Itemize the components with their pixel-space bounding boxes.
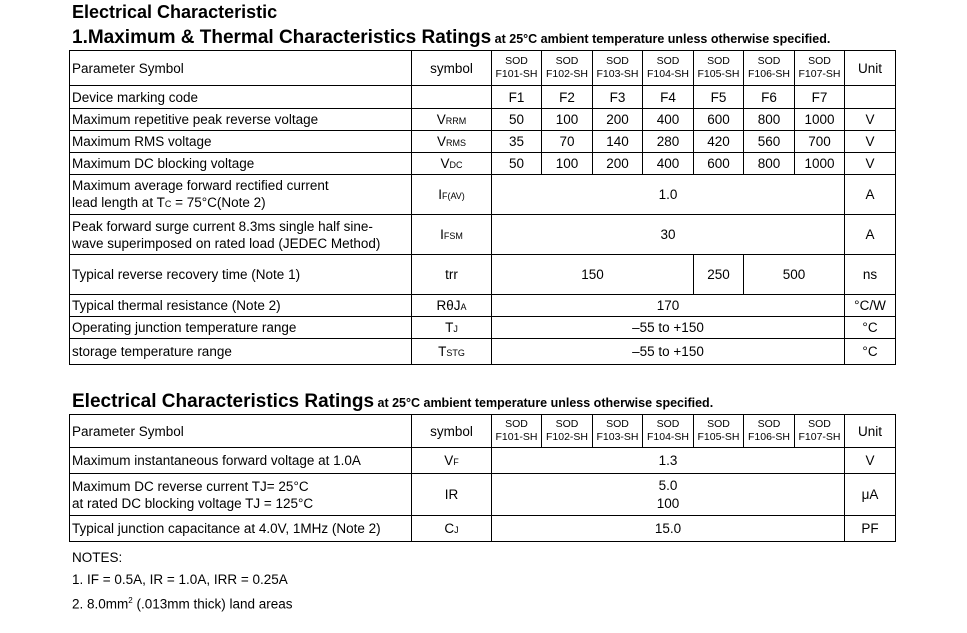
vrms-v4: 280 (643, 131, 694, 153)
vrrm-v3: 200 (593, 109, 643, 131)
note-1: 1. IF = 0.5A, IR = 1.0A, IRR = 0.25A (72, 572, 288, 587)
vdc-param: Maximum DC blocking voltage (70, 153, 412, 175)
header2-symbol: symbol (412, 415, 492, 448)
row-cj (70, 516, 896, 542)
vdc-v6: 800 (744, 153, 795, 175)
row-marking (70, 86, 896, 109)
tstg-symbol: TSTG (412, 339, 492, 365)
notes-title: NOTES: (72, 550, 123, 565)
rth-symbol: RθJA (412, 295, 492, 317)
max-thermal-ratings-table (69, 50, 896, 365)
vrrm-v6: 800 (744, 109, 795, 131)
tj-symbol: TJ (412, 317, 492, 339)
header2-unit: Unit (845, 415, 896, 448)
vrrm-symbol: VRRM (412, 109, 492, 131)
vdc-v4: 400 (643, 153, 694, 175)
header2-part-7: SOD F107-SH (795, 415, 845, 448)
row-vrrm (70, 109, 896, 131)
ir-values: 5.0 100 (492, 474, 845, 516)
cj-value: 15.0 (492, 516, 845, 542)
header-part-1: SOD F101-SH (492, 51, 542, 86)
marking-param: Device marking code (70, 86, 412, 109)
header-part-3: SOD F103-SH (593, 51, 643, 86)
header2-part-6: SOD F106-SH (744, 415, 795, 448)
rth-unit: °C/W (845, 295, 896, 317)
tstg-param: storage temperature range (70, 339, 412, 365)
marking-symbol (412, 86, 492, 109)
ifav-unit: A (845, 175, 896, 215)
section1-title (72, 27, 830, 49)
rth-value: 170 (492, 295, 845, 317)
header2-part-3: SOD F103-SH (593, 415, 643, 448)
vrrm-v4: 400 (643, 109, 694, 131)
header2-part-2: SOD F102-SH (542, 415, 593, 448)
vrms-symbol: VRMS (412, 131, 492, 153)
vrms-v6: 560 (744, 131, 795, 153)
tj-param: Operating junction temperature range (70, 317, 412, 339)
marking-f6: F6 (744, 86, 795, 109)
header2-param: Parameter Symbol (70, 415, 412, 448)
tstg-unit: °C (845, 339, 896, 365)
ir-param: Maximum DC reverse current TJ= 25°C at rated DC blocking voltage TJ = 125°C (70, 474, 412, 516)
header-part-6: SOD F106-SH (744, 51, 795, 86)
tstg-value: –55 to +150 (492, 339, 845, 365)
vf-symbol: VF (412, 448, 492, 474)
header2-part-1: SOD F101-SH (492, 415, 542, 448)
header2-part-4: SOD F104-SH (643, 415, 694, 448)
header2-part-5: SOD F105-SH (694, 415, 744, 448)
vf-unit: V (845, 448, 896, 474)
vdc-v1: 50 (492, 153, 542, 175)
trr-param: Typical reverse recovery time (Note 1) (70, 255, 412, 295)
ifsm-unit: A (845, 215, 896, 255)
ifsm-param: Peak forward surge current 8.3ms single half sine- wave superimposed on rated load (JEDEC Method) (70, 215, 412, 255)
vrrm-v5: 600 (694, 109, 744, 131)
vf-param: Maximum instantaneous forward voltage at 1.0A (70, 448, 412, 474)
row-vrms (70, 131, 896, 153)
section2-title (72, 391, 713, 413)
header-param: Parameter Symbol (70, 51, 412, 86)
vrrm-v1: 50 (492, 109, 542, 131)
vdc-v5: 600 (694, 153, 744, 175)
marking-f1: F1 (492, 86, 542, 109)
row-tj (70, 317, 896, 339)
marking-unit (845, 86, 896, 109)
table1-header-row (70, 51, 896, 86)
row-ifsm (70, 215, 896, 255)
ir-symbol: IR (412, 474, 492, 516)
vrms-v1: 35 (492, 131, 542, 153)
row-tstg (70, 339, 896, 365)
trr-unit: ns (845, 255, 896, 295)
vrrm-param: Maximum repetitive peak reverse voltage (70, 109, 412, 131)
cj-unit: PF (845, 516, 896, 542)
trr-symbol: trr (412, 255, 492, 295)
ifav-symbol: IF(AV) (412, 175, 492, 215)
row-ifav (70, 175, 896, 215)
vrrm-v7: 1000 (795, 109, 845, 131)
section1-title-main: 1.Maximum & Thermal Characteristics Ratings (72, 27, 492, 48)
header-part-5: SOD F105-SH (694, 51, 744, 86)
trr-value-2: 250 (694, 255, 744, 295)
marking-f2: F2 (542, 86, 593, 109)
header-part-7: SOD F107-SH (795, 51, 845, 86)
vdc-v3: 200 (593, 153, 643, 175)
row-vdc (70, 153, 896, 175)
vrms-v3: 140 (593, 131, 643, 153)
vrrm-v2: 100 (542, 109, 593, 131)
row-vf (70, 448, 896, 474)
row-rth (70, 295, 896, 317)
vrms-param: Maximum RMS voltage (70, 131, 412, 153)
vrms-unit: V (845, 131, 896, 153)
tj-unit: °C (845, 317, 896, 339)
vrms-v5: 420 (694, 131, 744, 153)
ifav-value: 1.0 (492, 175, 845, 215)
row-ir (70, 474, 896, 516)
row-trr (70, 255, 896, 295)
vdc-unit: V (845, 153, 896, 175)
vf-value: 1.3 (492, 448, 845, 474)
table2-header-row (70, 415, 896, 448)
tj-value: –55 to +150 (492, 317, 845, 339)
header-unit: Unit (845, 51, 896, 86)
vrms-v7: 700 (795, 131, 845, 153)
note-2: 2. $8.0mm^2$ (.013mm thick) land areas (72, 596, 293, 612)
electrical-ratings-table (69, 414, 896, 542)
ifsm-value: 30 (492, 215, 845, 255)
marking-f5: F5 (694, 86, 744, 109)
trr-value-1: 150 (492, 255, 694, 295)
cj-param: Typical junction capacitance at 4.0V, 1MHz (Note 2) (70, 516, 412, 542)
marking-f7: F7 (795, 86, 845, 109)
rth-param: Typical thermal resistance (Note 2) (70, 295, 412, 317)
ir-unit: μA (845, 474, 896, 516)
vdc-v2: 100 (542, 153, 593, 175)
header-part-4: SOD F104-SH (643, 51, 694, 86)
section2-title-main: Electrical Characteristics Ratings (72, 391, 375, 412)
header-part-2: SOD F102-SH (542, 51, 593, 86)
page-title: Electrical Characteristic (72, 2, 278, 22)
marking-f4: F4 (643, 86, 694, 109)
vdc-symbol: VDC (412, 153, 492, 175)
trr-value-3: 500 (744, 255, 845, 295)
cj-symbol: CJ (412, 516, 492, 542)
marking-f3: F3 (593, 86, 643, 109)
vrrm-unit: V (845, 109, 896, 131)
ifsm-symbol: IFSM (412, 215, 492, 255)
vdc-v7: 1000 (795, 153, 845, 175)
ifav-param: Maximum average forward rectified current lead length at TC = 75°C(Note 2) (70, 175, 412, 215)
vrms-v2: 70 (542, 131, 593, 153)
section1-title-note: at 25°C ambient temperature unless otherwise specified. (491, 32, 831, 46)
section2-title-note: at 25°C ambient temperature unless otherwise specified. (374, 396, 714, 410)
header-symbol: symbol (412, 51, 492, 86)
